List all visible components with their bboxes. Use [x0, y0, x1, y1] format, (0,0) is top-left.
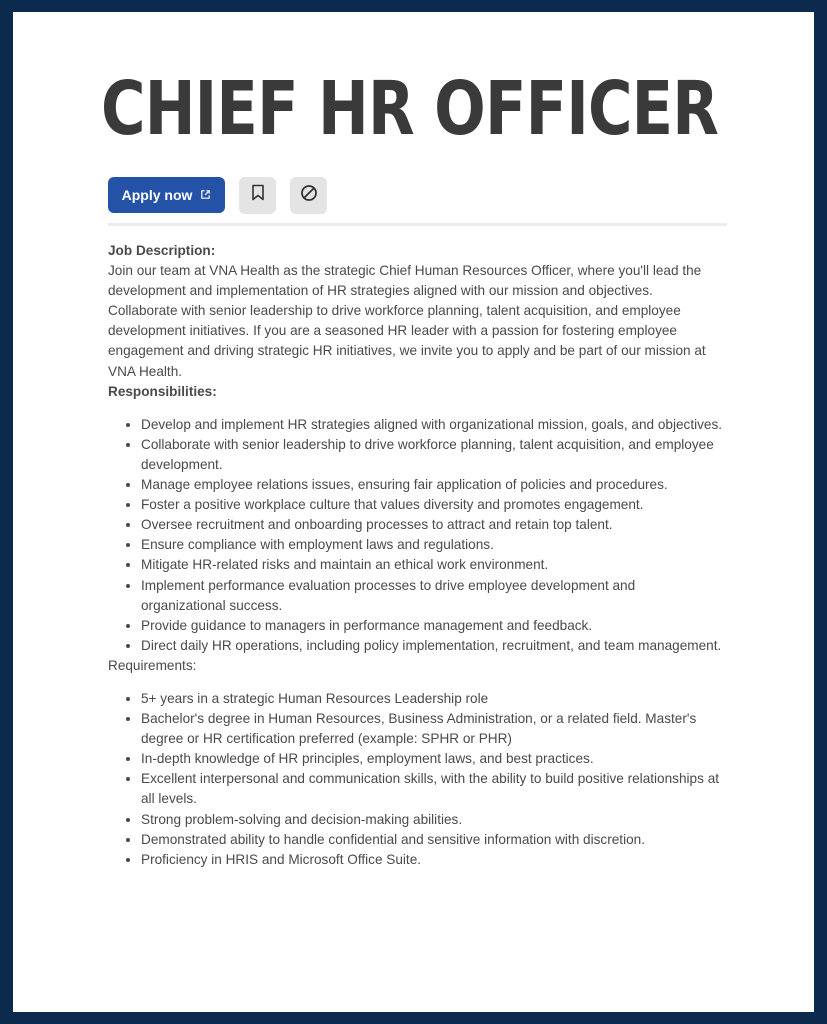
list-item: • Excellent interpersonal and communication skills, with the ability to build positive relationships at all levels.	[141, 769, 723, 809]
job-details	[108, 241, 723, 870]
list-item: • Manage employee relations issues, ensuring fair application of policies and procedures.	[141, 475, 723, 495]
list-item: • Strong problem-solving and decision-making abilities.	[141, 810, 723, 830]
list-item: • Implement performance evaluation processes to drive employee development and organizational success.	[141, 576, 723, 616]
apply-now-button[interactable]	[108, 177, 225, 213]
apply-now-label: Apply now	[121, 187, 193, 203]
list-item: • Proficiency in HRIS and Microsoft Office Suite.	[141, 850, 723, 870]
list-item: • 5+ years in a strategic Human Resources Leadership role	[141, 689, 723, 709]
description-heading: Job Description:	[108, 243, 216, 258]
list-item: • Ensure compliance with employment laws and regulations.	[141, 535, 723, 555]
list-item: • Demonstrated ability to handle confidential and sensitive information with discretion.	[141, 830, 723, 850]
list-item: • In-depth knowledge of HR principles, employment laws, and best practices.	[141, 749, 723, 769]
job-card	[13, 12, 814, 1012]
list-item: • Foster a positive workplace culture that values diversity and promotes engagement.	[141, 495, 723, 515]
not-interested-button[interactable]	[290, 177, 327, 214]
list-item: • Direct daily HR operations, including policy implementation, recruitment, and team management.	[141, 636, 723, 656]
responsibilities-list	[108, 415, 723, 656]
job-title: CHIEF HR OFFICER	[101, 66, 719, 152]
list-item: • Collaborate with senior leadership to drive workforce planning, talent acquisition, and employee development.	[141, 435, 723, 475]
list-item: • Develop and implement HR strategies aligned with organizational mission, goals, and objectives.	[141, 415, 723, 435]
list-item: • Bachelor's degree in Human Resources, Business Administration, or a related field. Master's degree or HR certification preferred (example: SPHR or PHR)	[141, 709, 723, 749]
requirements-list	[108, 689, 723, 870]
divider	[108, 223, 727, 226]
bookmark-icon	[251, 184, 265, 206]
requirements-heading: Requirements:	[108, 657, 197, 673]
list-item: • Mitigate HR-related risks and maintain an ethical work environment.	[141, 555, 723, 575]
list-item: • Oversee recruitment and onboarding processes to attract and retain top talent.	[141, 515, 723, 535]
external-link-icon	[200, 187, 211, 203]
list-item: • Provide guidance to managers in performance management and feedback.	[141, 616, 723, 636]
save-job-button[interactable]	[239, 177, 276, 214]
description-text: Join our team at VNA Health as the strategic Chief Human Resources Officer, where you'll lead the development and implementation of HR strategies aligned with our mission and objectives. Collaborate with senior leadership to drive workforce planning, talent acquisition, and employee development initiatives. If you are a seasoned HR leader with a passion for fostering employee engagement and driving strategic HR initiatives, we invite you to apply and be part of our mission at VNA Health.	[108, 263, 706, 379]
not-interested-icon	[300, 184, 318, 207]
responsibilities-heading: Responsibilities:	[108, 383, 217, 399]
action-bar	[108, 177, 327, 213]
